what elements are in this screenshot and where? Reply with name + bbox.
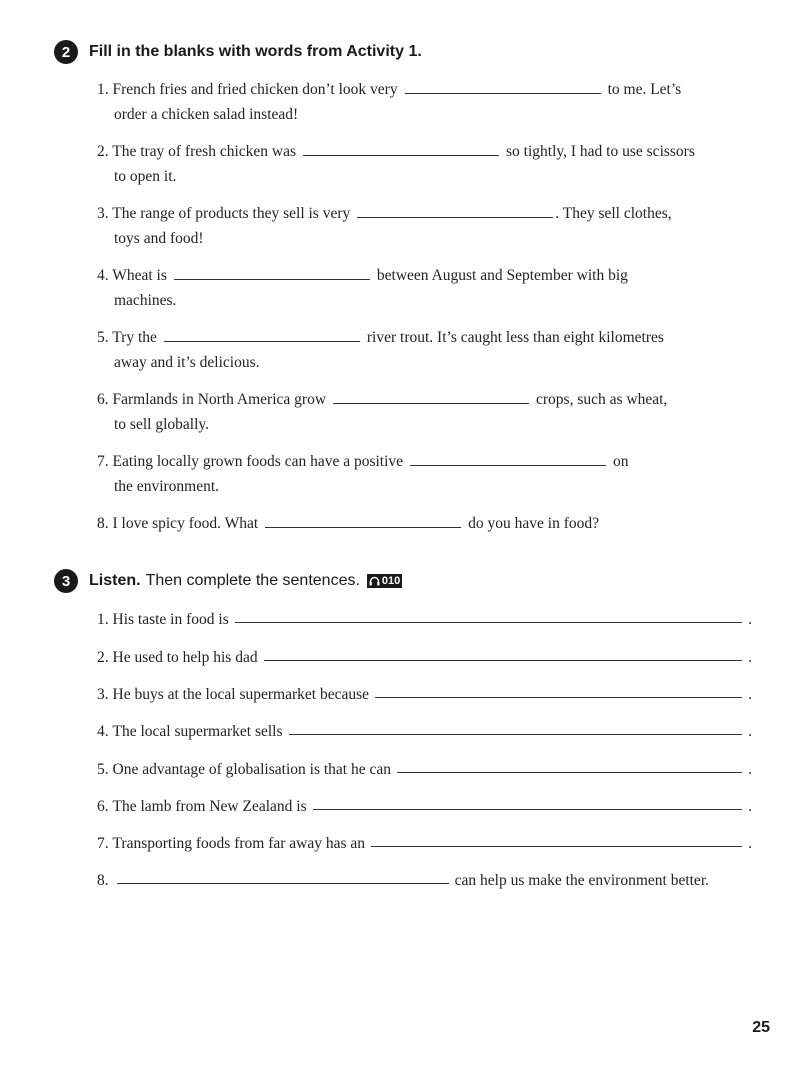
section-3-number-badge: 3 (54, 569, 78, 593)
list-item: 3. He buys at the local supermarket because . (97, 682, 752, 707)
section-2-header (54, 38, 422, 66)
list-item: 7. Eating locally grown foods can have a positive on the environment. (97, 449, 629, 499)
answer-blank[interactable] (375, 682, 742, 698)
list-item: 4. The local supermarket sells . (97, 719, 752, 744)
list-item: 3. The range of products they sell is very . They sell clothes, toys and food! (97, 201, 672, 251)
audio-track-tag[interactable] (367, 574, 402, 588)
list-item: 5. One advantage of globalisation is that he can . (97, 757, 752, 782)
list-item: 8. can help us make the environment better. (97, 868, 752, 893)
section-3-title-bold: Listen. (89, 572, 141, 589)
answer-blank[interactable] (397, 757, 742, 773)
list-item: 1. His taste in food is . (97, 607, 752, 632)
list-item: 1. French fries and fried chicken don’t look very to me. Let’s order a chicken salad instead! (97, 77, 681, 127)
answer-blank[interactable] (265, 512, 461, 528)
list-item: 8. I love spicy food. What do you have in food? (97, 511, 599, 536)
answer-blank[interactable] (410, 450, 606, 466)
answer-blank[interactable] (303, 140, 499, 156)
answer-blank[interactable] (289, 719, 743, 735)
answer-blank[interactable] (164, 326, 360, 342)
section-3-header (54, 567, 402, 595)
answer-blank[interactable] (333, 388, 529, 404)
page-number: 25 (752, 1019, 770, 1036)
answer-blank[interactable] (357, 202, 553, 218)
list-item: 2. He used to help his dad . (97, 645, 752, 670)
answer-blank[interactable] (264, 645, 743, 661)
headphones-icon (369, 576, 380, 586)
list-item: 7. Transporting foods from far away has an . (97, 831, 752, 856)
answer-blank[interactable] (235, 607, 742, 623)
audio-track-number: 010 (381, 575, 401, 587)
list-item: 6. Farmlands in North America grow crops, such as wheat, to sell globally. (97, 387, 667, 437)
answer-blank[interactable] (371, 831, 742, 847)
answer-blank[interactable] (313, 794, 743, 810)
answer-blank[interactable] (117, 868, 449, 884)
list-item: 4. Wheat is between August and September with big machines. (97, 263, 628, 313)
answer-blank[interactable] (174, 264, 370, 280)
section-2-number-badge: 2 (54, 40, 78, 64)
list-item: 5. Try the river trout. It’s caught less than eight kilometres away and it’s delicious. (97, 325, 664, 375)
answer-blank[interactable] (405, 78, 601, 94)
section-2-title: Fill in the blanks with words from Activity 1. (89, 43, 422, 60)
list-item: 2. The tray of fresh chicken was so tightly, I had to use scissors to open it. (97, 139, 695, 189)
list-item: 6. The lamb from New Zealand is . (97, 794, 752, 819)
section-3-title-rest: Then complete the sentences. (145, 572, 360, 589)
